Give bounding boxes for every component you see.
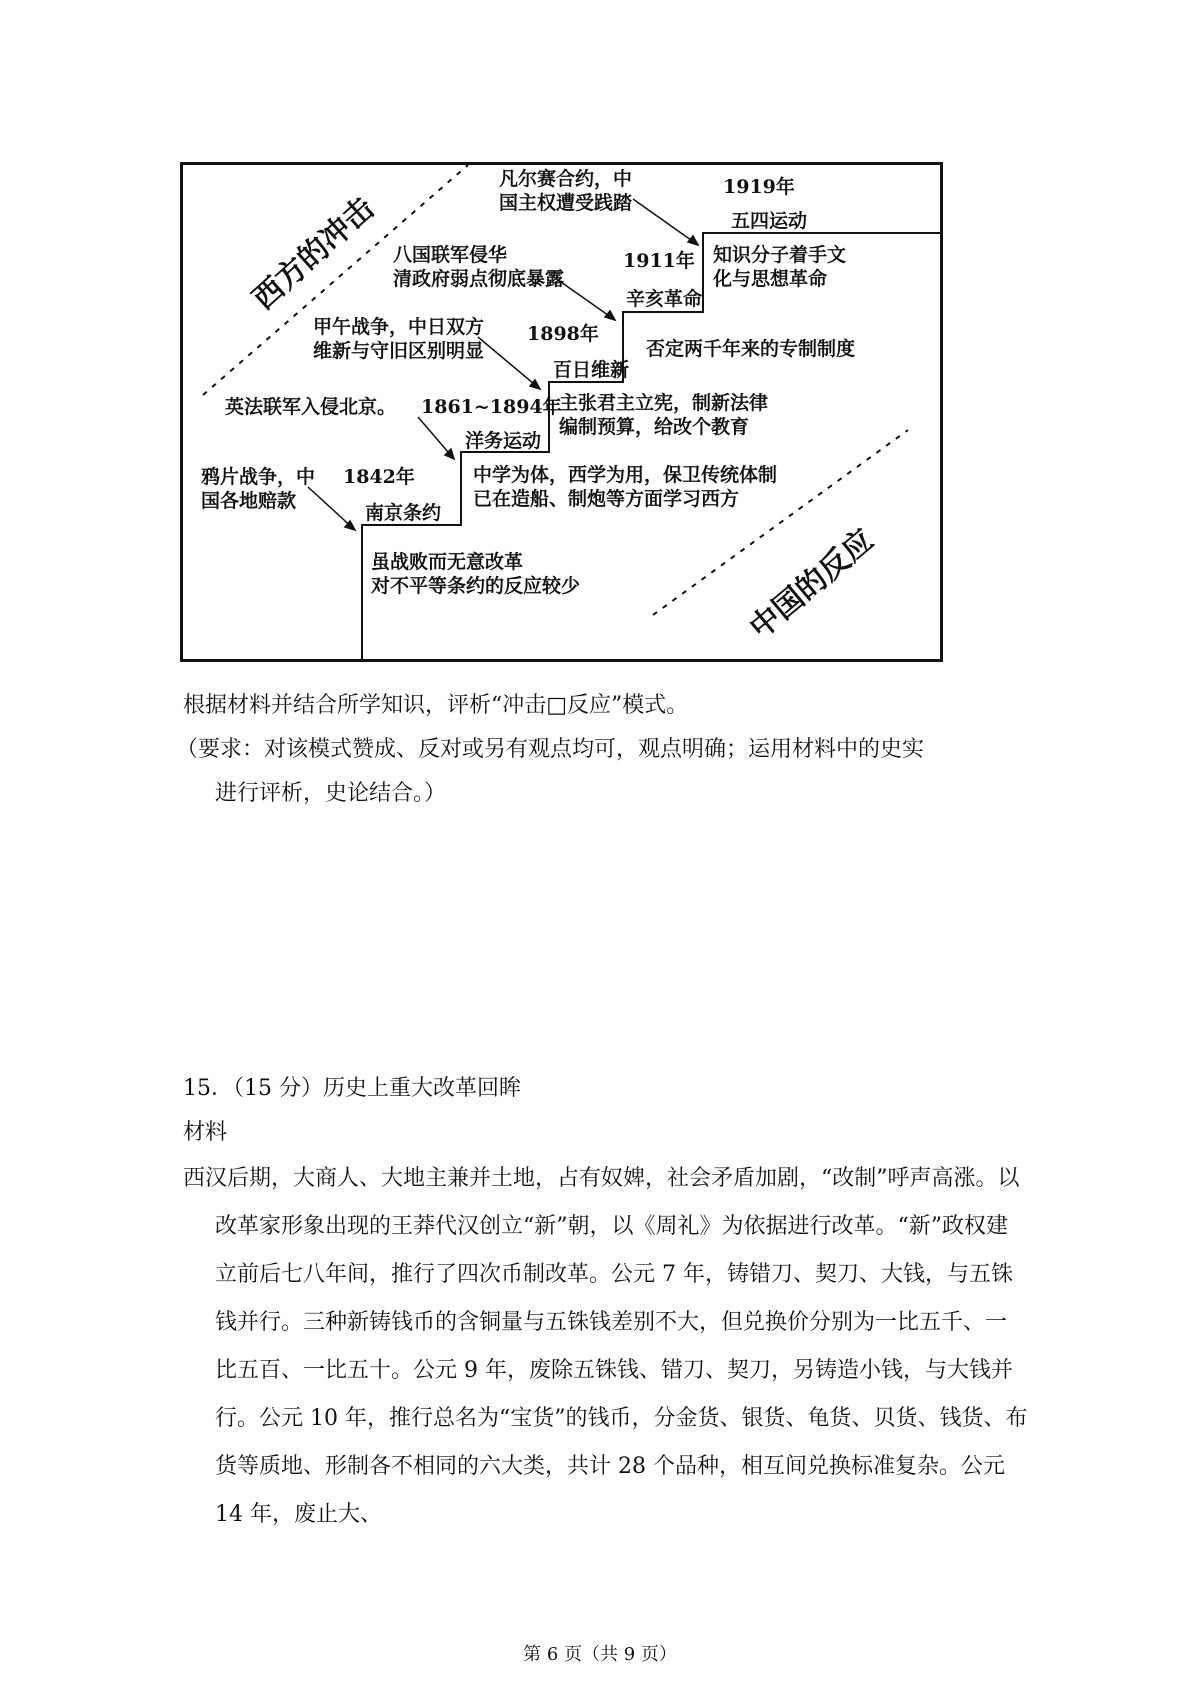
- impact-1898-line1: 甲午战争，中日双方: [313, 316, 485, 338]
- q15-heading: 15．（15 分）历史上重大改革回眸: [183, 1076, 521, 1101]
- response-1842-line1: 虽战败而无意改革: [371, 551, 524, 573]
- event-1919: 五四运动: [731, 210, 808, 232]
- event-1842: 南京条约: [365, 502, 442, 524]
- response-1861-line2: 已在造船、制炮等方面学习西方: [473, 488, 740, 510]
- response-1861-line1: 中学为体，西学为用，保卫传统体制: [473, 464, 778, 486]
- event-1911: 辛亥革命: [626, 288, 703, 310]
- event-1898: 百日维新: [553, 359, 630, 381]
- band-china-label: 中国的反应: [743, 522, 881, 646]
- response-1898-line1: 主张君主立宪，制新法律: [559, 392, 769, 414]
- response-1919-line1: 知识分子着手文: [713, 244, 847, 266]
- impact-1861: 英法联军入侵北京。: [225, 396, 397, 418]
- impact-1911-line2: 清政府弱点彻底暴露: [393, 268, 565, 290]
- year-1898: 1898年: [527, 323, 599, 345]
- impact-1842-line2: 国各地赔款: [201, 490, 297, 512]
- year-1842: 1842年: [343, 466, 415, 488]
- question-requirement-line2: 进行评析，史论结合。）: [215, 781, 447, 806]
- impact-1898-line2: 维新与守旧区别明显: [313, 340, 485, 362]
- history-diagram: [180, 162, 943, 662]
- event-1861: 洋务运动: [465, 430, 542, 452]
- band-west-label: 西方的冲击: [246, 190, 382, 317]
- impact-1911-line1: 八国联军侵华: [393, 244, 508, 266]
- impact-1842-line1: 鸦片战争，中: [201, 466, 316, 488]
- page-footer: 第 6 页（共 9 页）: [523, 1644, 677, 1665]
- response-1919-line2: 化与思想革命: [713, 268, 828, 290]
- year-1861: 1861~1894年: [421, 396, 562, 418]
- impact-1919-line1: 凡尔赛合约，中: [499, 168, 633, 190]
- response-1911: 否定两千年来的专制制度: [646, 338, 856, 360]
- question-prompt: 根据材料并结合所学知识，评析“冲击□反应”模式。: [183, 693, 689, 718]
- material-label: 材料: [183, 1120, 228, 1145]
- arrow-1919: [633, 199, 698, 245]
- response-1898-line2: 编制预算，给改个教育: [559, 416, 750, 438]
- question-requirement-line1: （要求：对该模式赞成、反对或另有观点均可，观点明确；运用材料中的史实: [176, 737, 925, 762]
- response-1842-line2: 对不平等条约的反应较少: [371, 575, 581, 597]
- q15-material-paragraph: 西汉后期，大商人、大地主兼并土地，占有奴婢，社会矛盾加剧，“改制”呼声高涨。以改革家形象出现的王莽代汉创立“新”朝，以《周礼》为依据进行改革。“新”政权建立前后七八年间，推行了四次币制改革。公元 7 年，铸错刀、契刀、大钱，与五铢钱并行。三种新铸钱币的含铜量与五铢钱差别不大，但兑换价分别为一比五千、一比五百、一比五十。公元 9 年，废除五铢钱、错刀、契刀，另铸造小钱，与大钱并行。公元 10 年，推行总名为“宝货”的钱币，分金货、银货、龟货、贝货、钱货、布货等质地、形制各不相同的六大类，共计 28 个品种，相互间兑换标准复杂。公元 14 年，废止大、: [183, 1166, 1028, 1527]
- year-1911: 1911年: [623, 250, 695, 272]
- year-1919: 1919年: [723, 176, 795, 198]
- impact-1919-line2: 国主权遭受践踏: [499, 192, 633, 214]
